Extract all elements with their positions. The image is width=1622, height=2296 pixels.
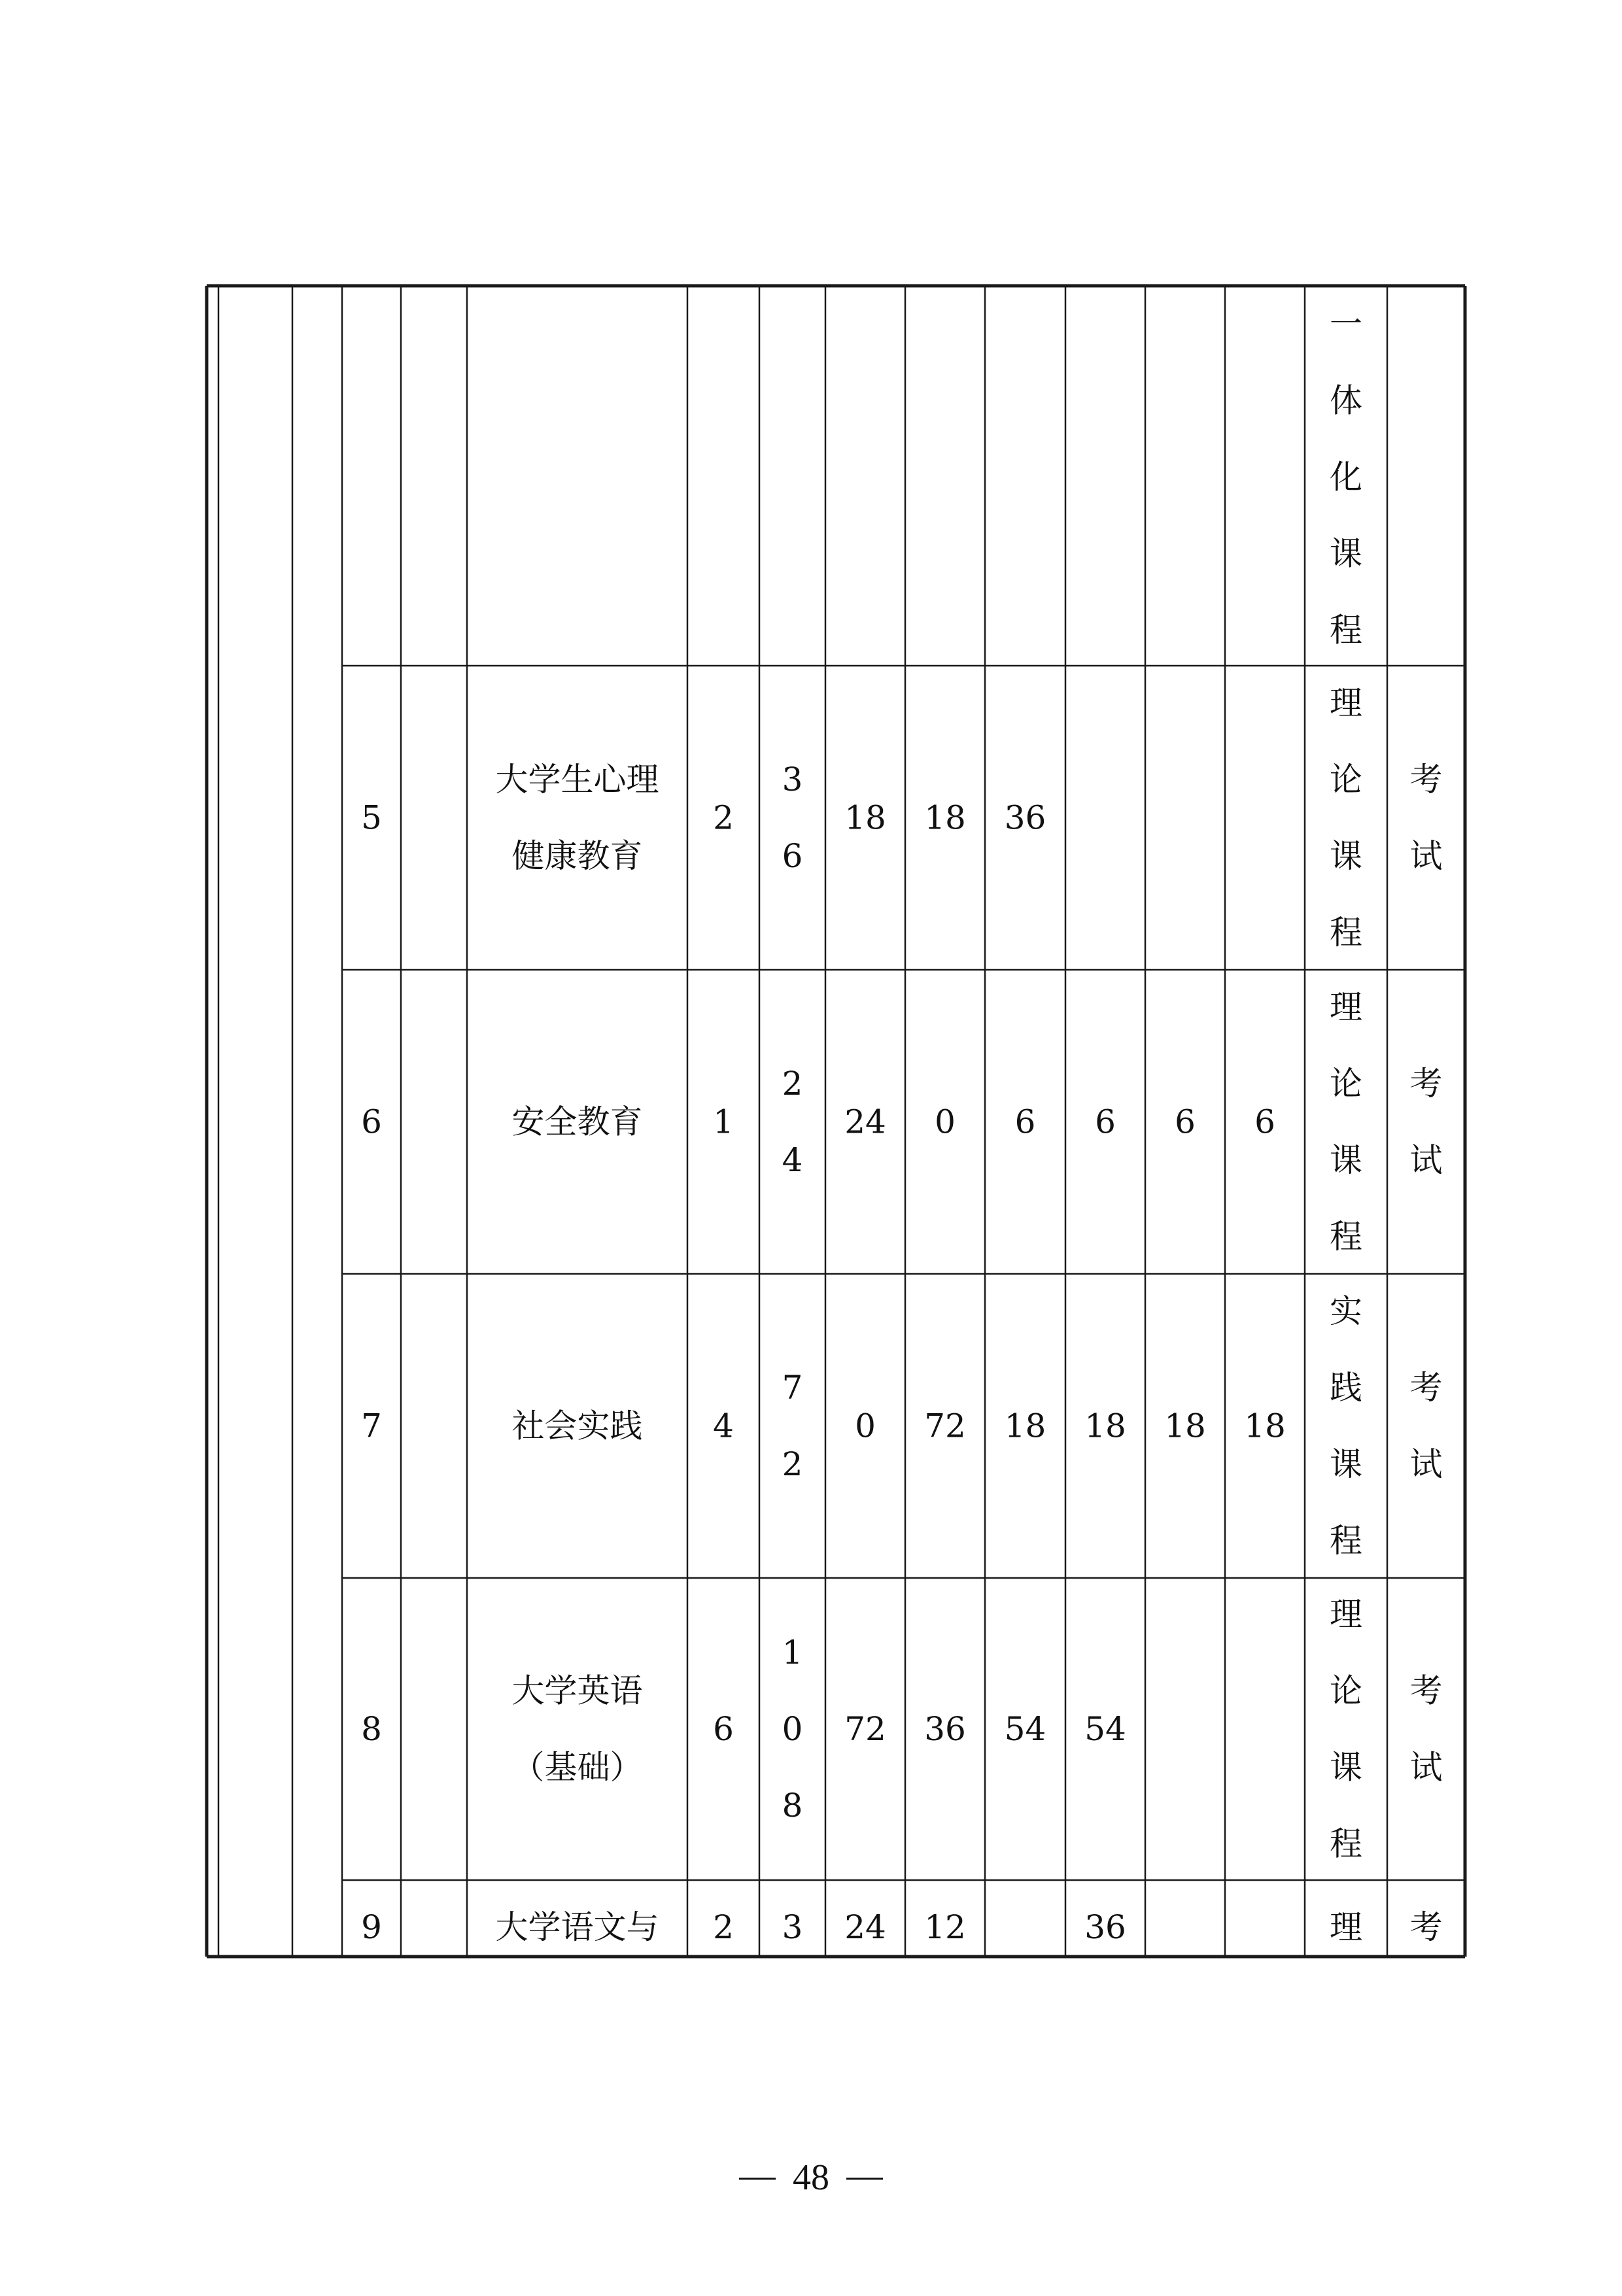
hours-value: 0 [782, 1710, 803, 1748]
theory-hours: 0 [855, 1407, 876, 1445]
practice-hours: 0 [935, 1103, 956, 1141]
course-type-text: 课 [1330, 1141, 1362, 1179]
course-type-text: 理 [1330, 1595, 1362, 1634]
course-type-text: 程 [1330, 914, 1362, 951]
practice-hours: 36 [924, 1710, 966, 1748]
hours-value: 7 [782, 1369, 803, 1407]
course-type-text: 理 [1330, 988, 1362, 1026]
course-type-text: 课 [1330, 837, 1362, 875]
assessment-method: 试 [1409, 1445, 1443, 1483]
assessment-method: 试 [1409, 1141, 1443, 1179]
row-number: 8 [361, 1710, 382, 1748]
theory-hours: 18 [844, 798, 886, 837]
footer-dash-right [846, 2178, 883, 2180]
course-name: 大学生心理 [495, 761, 659, 798]
assessment-method: 考 [1409, 1065, 1443, 1103]
course-name: （基础） [511, 1748, 643, 1787]
course-type-text: 程 [1330, 611, 1362, 649]
course-type-text: 课 [1330, 1748, 1362, 1787]
theory-hours: 72 [844, 1710, 886, 1748]
row-number: 5 [361, 798, 382, 837]
course-type-text: 践 [1330, 1369, 1362, 1407]
hours-value: 3 [782, 761, 803, 798]
course-name: 大学英语 [511, 1671, 643, 1710]
course-name: 安全教育 [511, 1103, 643, 1141]
assessment-method: 试 [1409, 1748, 1443, 1787]
course-name: 健康教育 [511, 837, 643, 875]
course-type-text: 程 [1330, 1218, 1362, 1256]
assessment-method: 试 [1409, 837, 1443, 875]
row-number: 6 [361, 1103, 382, 1141]
footer-dash-left [739, 2178, 776, 2180]
course-type-text: 论 [1330, 1671, 1362, 1710]
semester-2-hours: 6 [1095, 1103, 1116, 1141]
credits-value: 6 [713, 1710, 734, 1748]
semester-2-hours: 18 [1084, 1407, 1126, 1445]
course-type-text: 课 [1330, 534, 1362, 573]
theory-hours: 24 [844, 1103, 886, 1141]
course-type-text: 理 [1330, 1908, 1362, 1946]
credits-value: 1 [713, 1103, 734, 1141]
table-grid [207, 286, 1465, 1957]
course-type-text: 化 [1330, 458, 1362, 496]
assessment-method: 考 [1409, 1671, 1443, 1710]
hours-value: 2 [782, 1065, 803, 1103]
semester-4-hours: 6 [1254, 1103, 1275, 1141]
semester-3-hours: 6 [1175, 1103, 1196, 1141]
practice-hours: 12 [924, 1908, 966, 1946]
course-type-text: 课 [1330, 1445, 1362, 1483]
hours-value: 1 [782, 1634, 803, 1671]
assessment-method: 考 [1409, 1908, 1443, 1946]
credits-value: 4 [713, 1407, 734, 1445]
theory-hours: 24 [844, 1908, 886, 1946]
course-name: 社会实践 [511, 1407, 643, 1445]
semester-1-hours: 36 [1004, 798, 1046, 837]
semester-2-hours: 36 [1084, 1908, 1126, 1946]
assessment-method: 考 [1409, 1369, 1443, 1407]
row-number: 7 [361, 1407, 382, 1445]
semester-1-hours: 6 [1014, 1103, 1036, 1141]
semester-2-hours: 54 [1084, 1710, 1126, 1748]
course-type-text: 程 [1330, 1522, 1362, 1560]
course-type-text: 理 [1330, 684, 1362, 722]
practice-hours: 72 [924, 1407, 966, 1445]
semester-3-hours: 18 [1164, 1407, 1206, 1445]
page-footer [0, 2157, 1622, 2199]
practice-hours: 18 [924, 798, 966, 837]
credits-value: 2 [713, 1908, 734, 1946]
hours-value: 6 [782, 837, 803, 875]
hours-value: 2 [782, 1445, 803, 1483]
course-type-text: 体 [1330, 381, 1362, 420]
course-type-text: 一 [1330, 305, 1362, 343]
page-number: 48 [793, 2157, 829, 2198]
semester-4-hours: 18 [1244, 1407, 1286, 1445]
credits-value: 2 [713, 798, 734, 837]
course-type-text: 论 [1330, 761, 1362, 798]
hours-value: 3 [782, 1908, 803, 1946]
row-number: 9 [361, 1908, 382, 1946]
semester-1-hours: 18 [1004, 1407, 1046, 1445]
semester-1-hours: 54 [1004, 1710, 1046, 1748]
course-type-text: 实 [1330, 1292, 1362, 1330]
assessment-method: 考 [1409, 761, 1443, 798]
course-type-text: 程 [1330, 1825, 1362, 1863]
hours-value: 8 [782, 1787, 803, 1825]
course-type-text: 论 [1330, 1065, 1362, 1103]
hours-value: 4 [782, 1141, 803, 1179]
course-name: 大学语文与 [495, 1908, 659, 1946]
table-cells [361, 305, 1442, 1947]
